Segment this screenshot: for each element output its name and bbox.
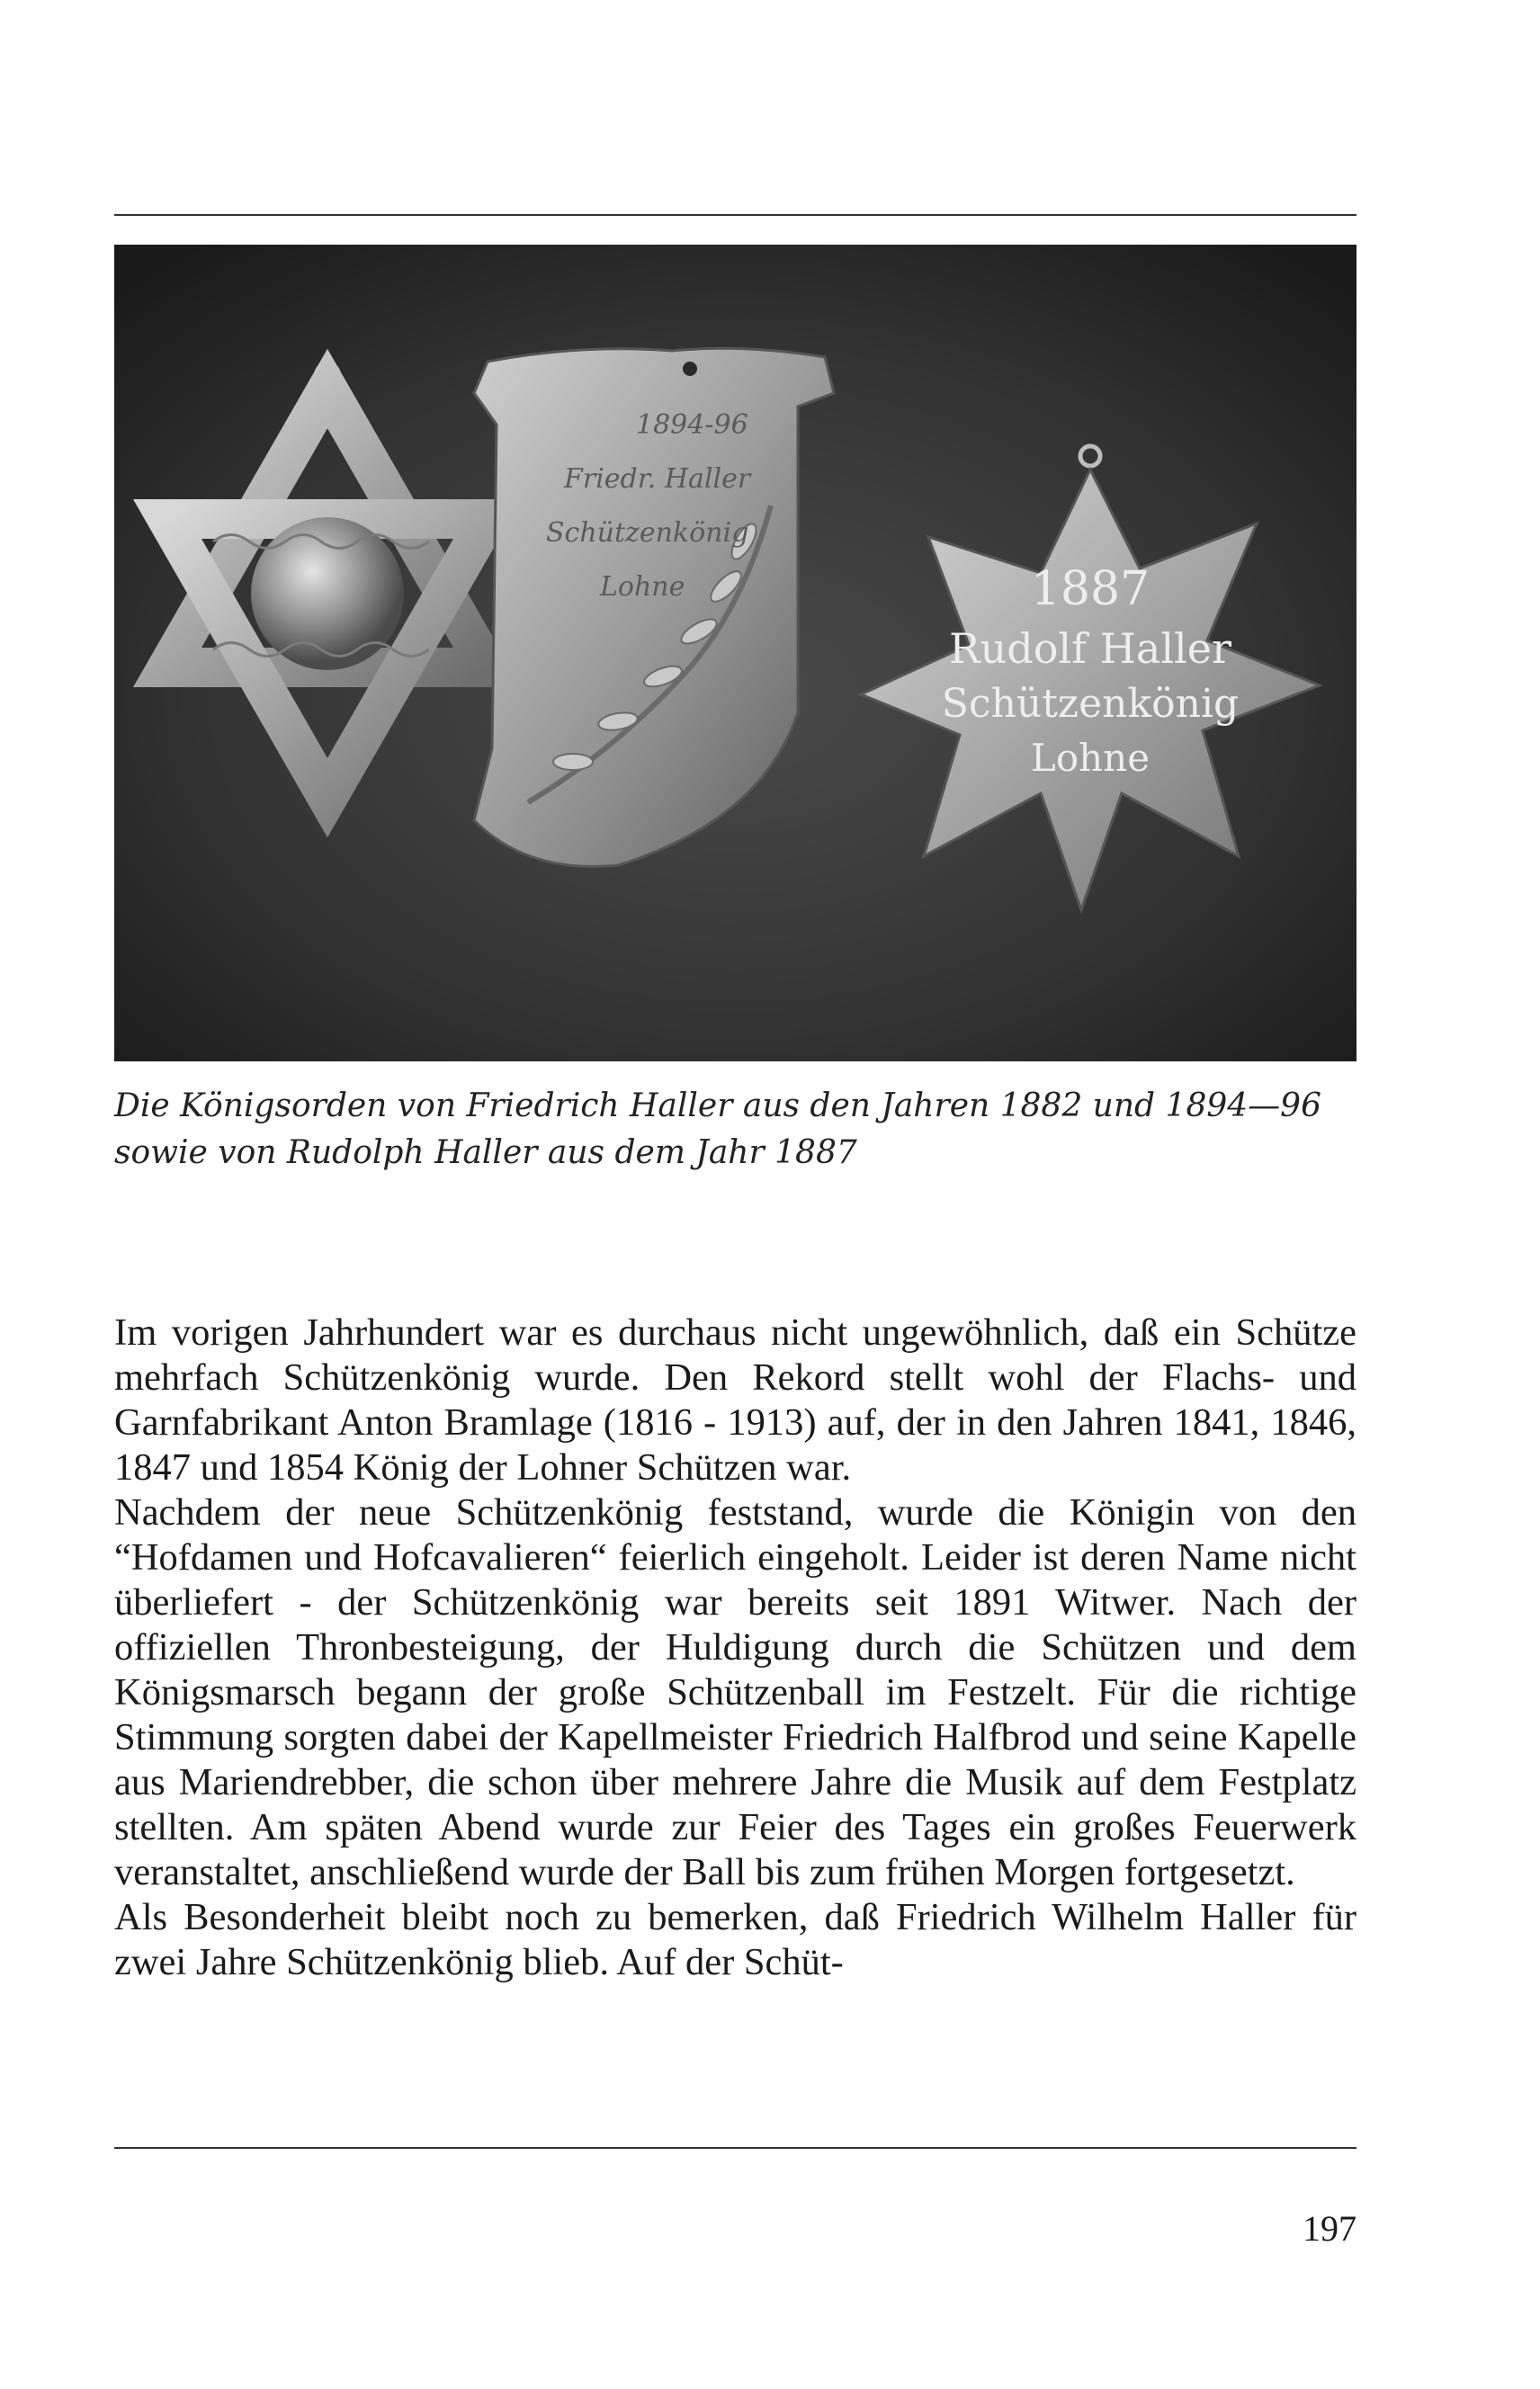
- photo-caption: Die Königsorden von Friedrich Haller aus den Jahren 1882 und 1894—96 sowie von Rudolph Haller aus dem Jahr 1887: [114, 1087, 1321, 1171]
- center-medal-line-3: Schützenkönig: [546, 517, 749, 549]
- paragraph-1: Im vorigen Jahrhundert war es durchaus nicht ungewöhnlich, daß ein Schütze mehrfach Schützenkönig wurde. Den Rekord stellt wohl der Flachs- und Garnfabrikant Anton Bramlage (1816 - 1913) auf, der in den Jahren 1841, 1846, 1847 und 1854 König der Lohner Schützen war.: [114, 1311, 1356, 1489]
- paragraph-2: Nachdem der neue Schützenkönig feststand, wurde die Königin von den “Hofdamen und Hofcavalieren“ feierlich eingeholt. Leider ist deren Name nicht überliefert - der Schützenkönig war bereits seit 1891 Witwer. Nach der offiziellen Thronbesteigung, der Huldigung durch die Schützen und dem Königsmarsch begann der große Schützenball im Festzelt. Für die richtige Stimmung sorgten dabei der Kapellmeister Friedrich Halfbrod und seine Kapelle aus Mariendrebber, die schon über mehrere Jahre die Musik auf dem Festplatz stellten. Am späten Abend wurde zur Feier des Tages ein großes Feuerwerk veranstaltet, anschließend wurde der Ball bis zum frühen Morgen fortgesetzt.: [114, 1491, 1356, 1893]
- page-number: 197: [1303, 2208, 1356, 2249]
- paragraph-3: Als Besonderheit bleibt noch zu bemerken, daß Friedrich Wilhelm Haller für zwei Jahre Schützenkönig blieb. Auf der Schüt-: [114, 1896, 1356, 1983]
- star-medal-year: 1887: [1030, 562, 1151, 616]
- medals-photo: [114, 245, 1356, 1061]
- body-text: [114, 1311, 1356, 1985]
- bottom-rule: [114, 2147, 1356, 2149]
- star-medal-town: Lohne: [1030, 736, 1151, 780]
- star-medal-name: Rudolf Haller: [949, 624, 1231, 673]
- star-medal-title: Schützenkönig: [941, 681, 1240, 727]
- top-rule: [114, 214, 1356, 216]
- center-medal-line-1: 1894-96: [636, 409, 748, 441]
- center-medal-line-4: Lohne: [600, 571, 685, 603]
- center-medal-line-2: Friedr. Haller: [564, 463, 751, 495]
